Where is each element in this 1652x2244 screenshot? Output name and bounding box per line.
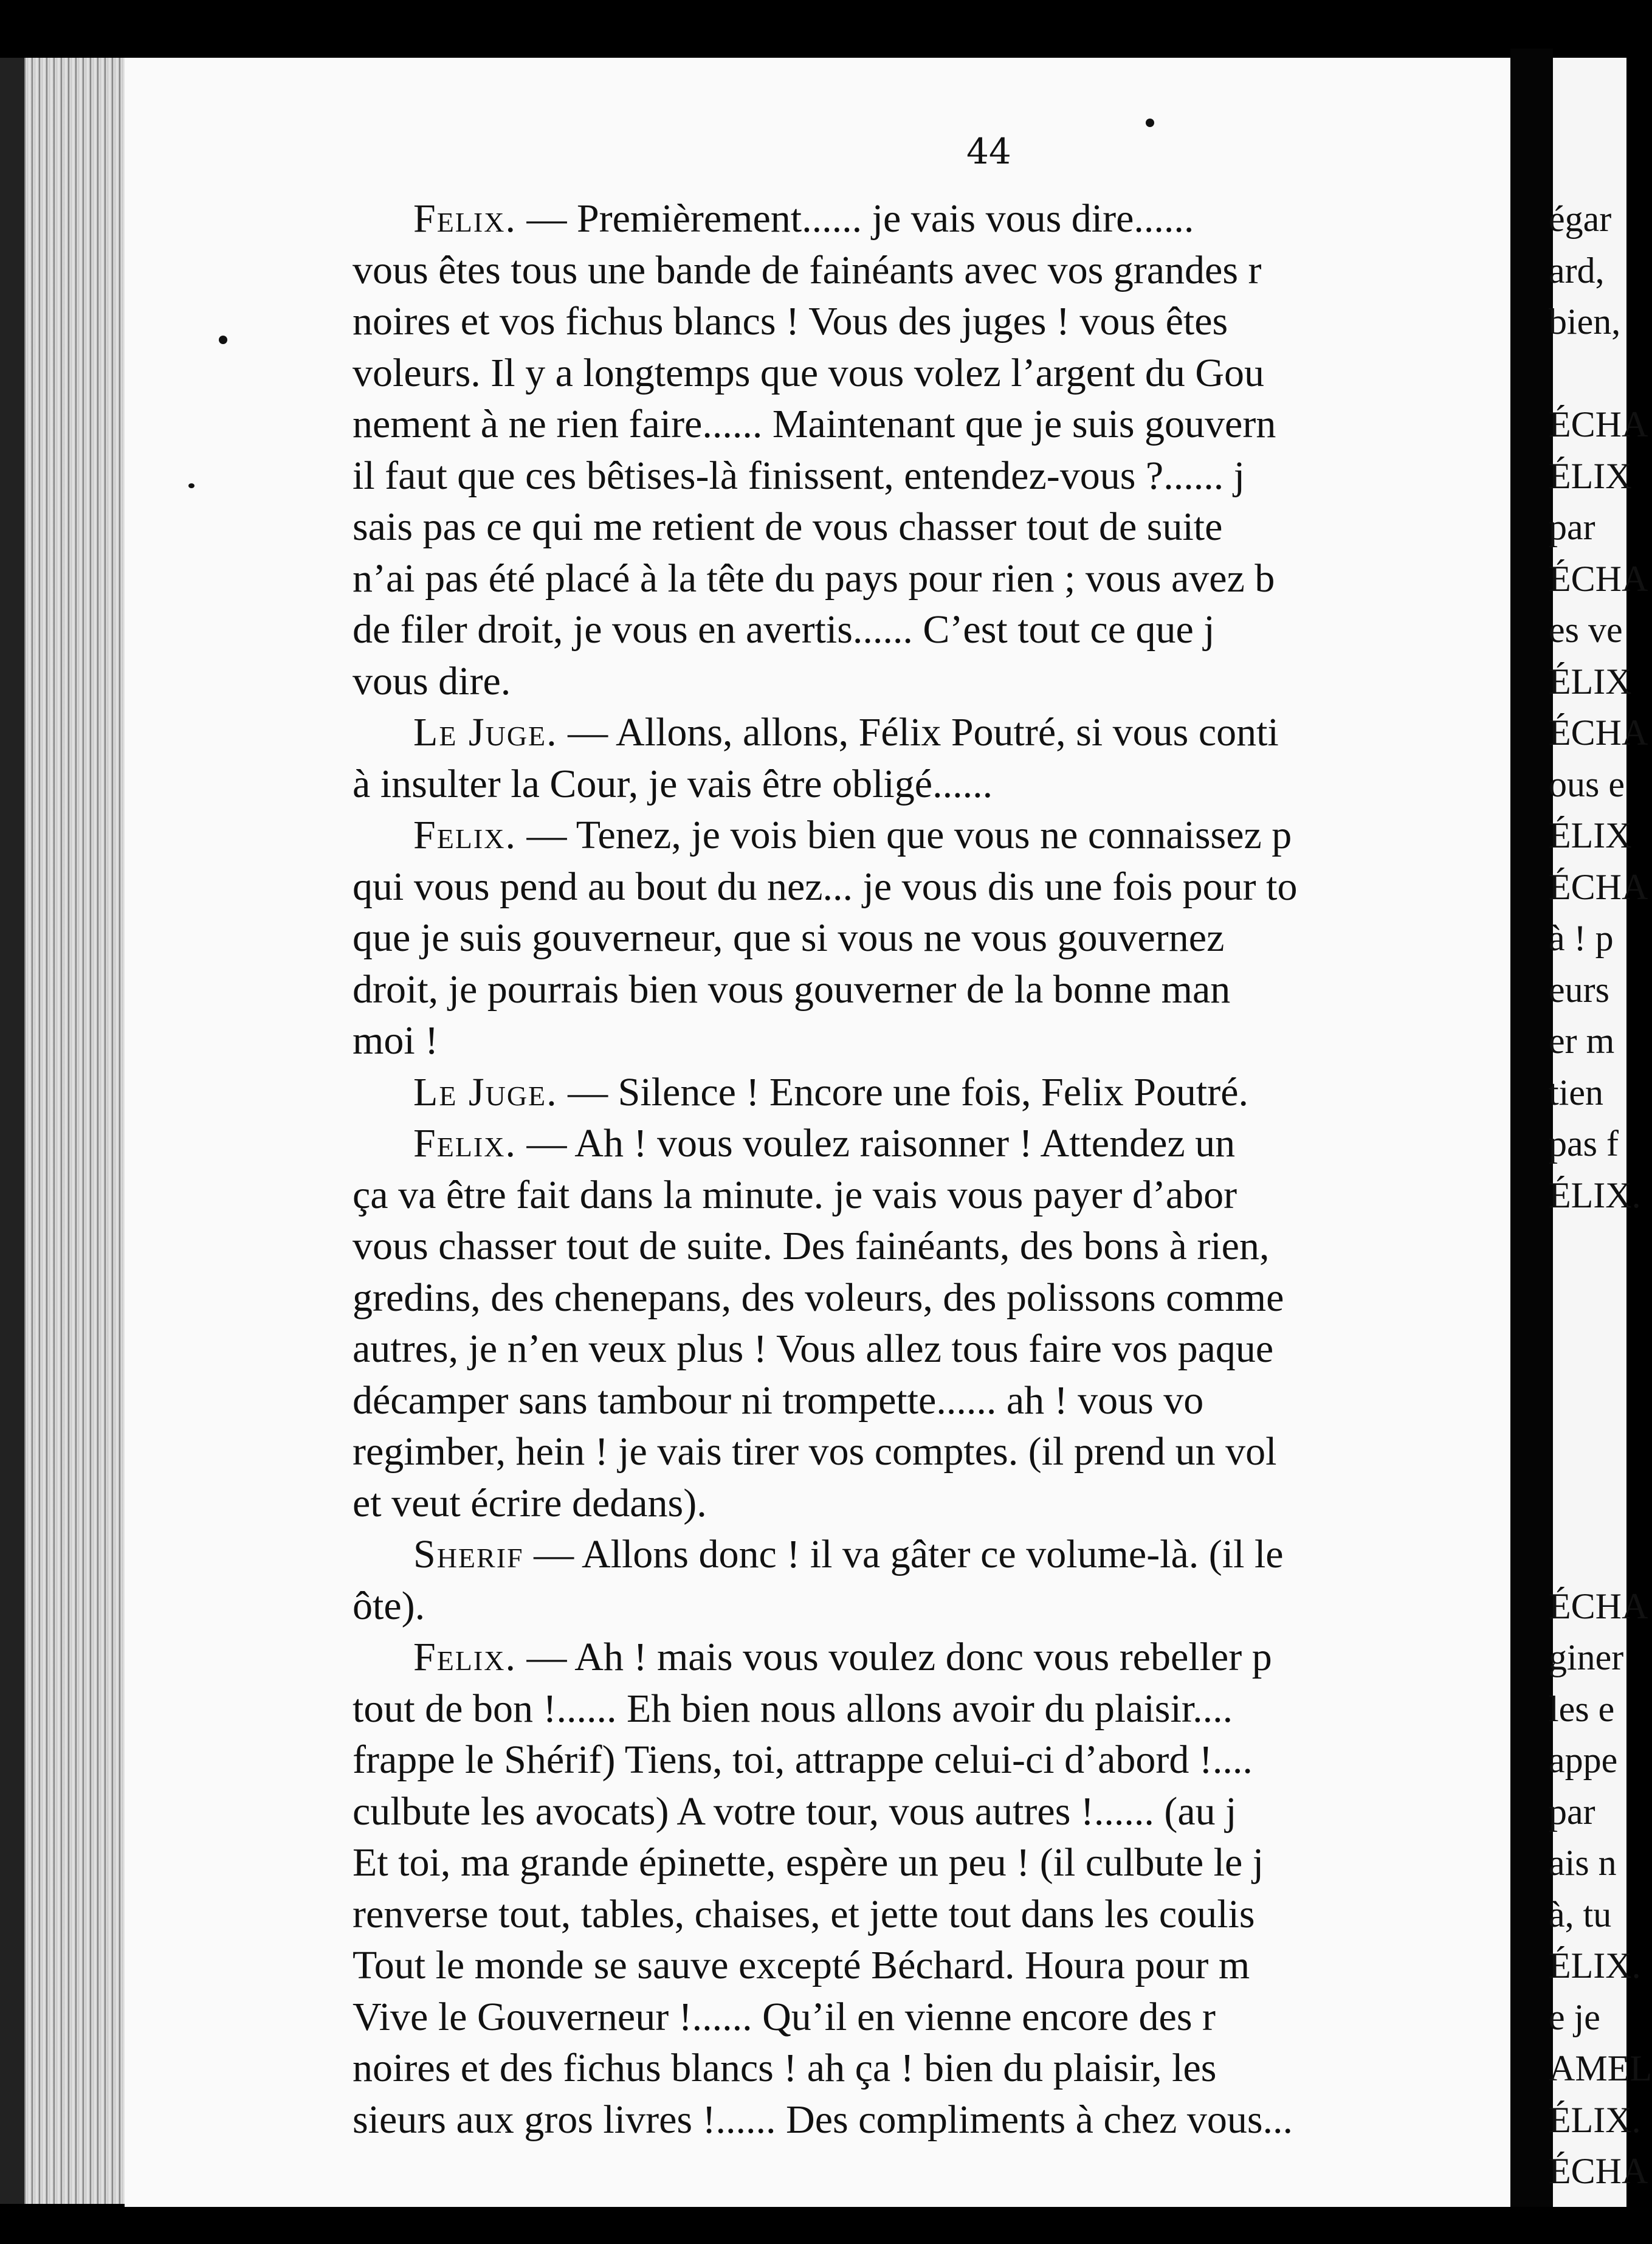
dialogue-line-speaker <box>353 1632 1519 1683</box>
dialogue-line <box>353 1581 1519 1632</box>
speaker-name: Felix. <box>413 813 517 857</box>
dialogue-line <box>353 1015 1519 1067</box>
dialogue-line <box>353 296 1519 348</box>
line-text: frappe le Shérif) Tiens, toi, attrappe celui-ci d’abord !.... <box>353 1738 1253 1782</box>
line-text: gredins, des chenepans, des voleurs, des polissons comme <box>353 1275 1284 1320</box>
facing-page-fragment: ÉCHA <box>1549 713 1648 753</box>
line-text: voleurs. Il y a longtemps que vous volez l’argent du Gou <box>353 350 1264 395</box>
facing-page-fragment: eurs <box>1549 969 1609 1010</box>
dialogue-line <box>353 1375 1519 1427</box>
dialogue-line-speaker <box>353 193 1519 245</box>
dialogue-line <box>353 913 1519 964</box>
facing-page-fragment: ÉCHA <box>1549 866 1648 907</box>
dialogue-line-speaker <box>353 1118 1519 1170</box>
dialogue-line <box>353 1735 1519 1786</box>
line-text: autres, je n’en veux plus ! Vous allez tous faire vos paque <box>353 1327 1274 1371</box>
line-text: vous êtes tous une bande de fainéants avec vos grandes r <box>353 247 1262 292</box>
dialogue-line <box>353 2043 1519 2094</box>
facing-page-fragment <box>1549 1272 1652 1324</box>
facing-page-fragment: giner <box>1549 1637 1624 1677</box>
book-cover-edge <box>0 58 24 2204</box>
dialogue-line-speaker <box>353 810 1519 861</box>
facing-page-fragment: ÉLIX. <box>1549 2099 1641 2140</box>
facing-page-fragment: par <box>1549 507 1595 547</box>
facing-page-fragment <box>1549 1426 1652 1478</box>
line-text: ça va être fait dans la minute. je vais vous payer d’abor <box>353 1172 1237 1217</box>
line-text: à insulter la Cour, je vais être obligé...... <box>353 761 993 806</box>
dialogue-line <box>353 656 1519 708</box>
facing-page-fragment: ard, <box>1549 250 1605 291</box>
line-text: Vive le Gouverneur !...... Qu’il en vienne encore des r <box>353 1994 1216 2039</box>
line-text: — Silence ! Encore une fois, Felix Poutré. <box>557 1069 1249 1114</box>
facing-page-fragment <box>1549 1324 1652 1375</box>
line-text: vous dire. <box>353 658 511 703</box>
facing-page-fragment <box>1549 1478 1652 1530</box>
line-text: moi ! <box>353 1018 439 1063</box>
line-text: que je suis gouverneur, que si vous ne vous gouvernez <box>353 916 1225 960</box>
line-text: droit, je pourrais bien vous gouverner de la bonne man <box>353 967 1231 1012</box>
facing-page-fragment: ÉLIX. <box>1549 1175 1641 1215</box>
page-number: 44 <box>966 131 1011 172</box>
facing-page-fragment: appe <box>1549 1740 1618 1780</box>
line-text: ôte). <box>353 1583 425 1628</box>
line-text: regimber, hein ! je vais tirer vos comptes. (il prend un vol <box>353 1429 1277 1474</box>
facing-page-fragment: égar <box>1549 199 1612 239</box>
dialogue-line <box>353 1478 1519 1530</box>
facing-page-fragment: e je <box>1549 1997 1600 2037</box>
speaker-name: Felix. <box>413 1121 517 1165</box>
facing-page-fragment: AMEL <box>1549 2048 1652 2088</box>
facing-page-fragment: par <box>1549 1791 1595 1832</box>
line-text: renverse tout, tables, chaises, et jette tout dans les coulis <box>353 1891 1255 1936</box>
dialogue-line <box>353 1786 1519 1838</box>
line-text: Et toi, ma grande épinette, espère un peu ! (il culbute le j <box>353 1840 1264 1885</box>
dialogue-line <box>353 2094 1519 2146</box>
line-text: — Ah ! mais vous voulez donc vous rebeller p <box>516 1635 1272 1679</box>
facing-page-fragment: es ve <box>1549 610 1623 650</box>
line-text: vous chasser tout de suite. Des fainéants, des bons à rien, <box>353 1224 1270 1268</box>
line-text: — Premièrement...... je vais vous dire...... <box>516 196 1194 241</box>
dialogue-line <box>353 1426 1519 1478</box>
dialogue-line-speaker <box>353 1529 1519 1581</box>
dialogue-line <box>353 759 1519 810</box>
facing-page-fragment: ais n <box>1549 1843 1617 1883</box>
dialogue-line <box>353 604 1519 656</box>
line-text: décamper sans tambour ni trompette...... ah ! vous vo <box>353 1378 1204 1423</box>
speaker-name: Felix. <box>413 1635 517 1679</box>
dialogue-line <box>353 1940 1519 1992</box>
dialogue-line <box>353 502 1519 553</box>
line-text: n’ai pas été placé à la tête du pays pour rien ; vous avez b <box>353 556 1275 601</box>
facing-page-fragment: bien, <box>1549 302 1621 342</box>
speaker-name: Felix. <box>413 196 517 241</box>
dialogue-line <box>353 1324 1519 1375</box>
line-text: tout de bon !...... Eh bien nous allons avoir du plaisir.... <box>353 1686 1233 1731</box>
facing-page-fragment <box>1549 348 1652 399</box>
dialogue-line <box>353 1170 1519 1221</box>
dialogue-line <box>353 1221 1519 1272</box>
facing-page-fragment: les e <box>1549 1688 1615 1729</box>
speaker-name: Sherif <box>413 1532 524 1576</box>
facing-page-fragment: ÉLIX <box>1549 455 1632 496</box>
dialogue-line-speaker <box>353 707 1519 759</box>
facing-page-text-fragments <box>1549 193 1652 2197</box>
dialogue-line <box>353 1837 1519 1889</box>
scan-bottom-border <box>0 2207 1626 2244</box>
line-text: — Ah ! vous voulez raisonner ! Attendez un <box>516 1121 1236 1165</box>
dialogue-line <box>353 1889 1519 1941</box>
facing-page-fragment: tien <box>1549 1072 1603 1113</box>
line-text: et veut écrire dedans). <box>353 1480 707 1525</box>
speaker-name: Le Juge. <box>413 710 558 754</box>
facing-page-fragment: ÉLIX. <box>1549 1945 1641 1986</box>
line-text: noires et des fichus blancs ! ah ça ! bien du plaisir, les <box>353 2046 1217 2090</box>
facing-page-fragment: ÉLIX <box>1549 661 1632 702</box>
line-text: de filer droit, je vous en avertis...... C’est tout ce que j <box>353 607 1215 652</box>
facing-page-fragment: ÉCHA <box>1549 2151 1648 2191</box>
dialogue-line <box>353 1992 1519 2043</box>
line-text: — Allons donc ! il va gâter ce volume-là. (il le <box>523 1532 1284 1576</box>
facing-page-fragment: pas f <box>1549 1124 1619 1164</box>
dialogue-line <box>353 245 1519 297</box>
line-text: il faut que ces bêtises-là finissent, entendez-vous ?...... j <box>353 453 1245 498</box>
facing-page-fragment: ÉLIX <box>1549 815 1632 855</box>
line-text: nement à ne rien faire...... Maintenant que je suis gouvern <box>353 402 1276 446</box>
ink-speck <box>1146 119 1154 127</box>
dialogue-line-speaker <box>353 1067 1519 1119</box>
facing-page-fragment: er m <box>1549 1021 1615 1061</box>
speaker-name: Le Juge. <box>413 1069 558 1114</box>
dialogue-line <box>353 451 1519 502</box>
facing-page-fragment: à, tu <box>1549 1894 1612 1935</box>
line-text: sieurs aux gros livres !...... Des compliments à chez vous... <box>353 2097 1293 2142</box>
dialogue-line <box>353 861 1519 913</box>
facing-page-fragment <box>1549 1221 1652 1272</box>
dialogue-line <box>353 553 1519 605</box>
facing-page-fragment: ÉCHA <box>1549 404 1648 444</box>
line-text: qui vous pend au bout du nez... je vous dis une fois pour to <box>353 864 1298 909</box>
facing-page-fragment: ÉCHA <box>1549 1586 1648 1626</box>
dialogue-line <box>353 348 1519 399</box>
dialogue-line <box>353 964 1519 1016</box>
ink-speck <box>219 336 227 344</box>
line-text: sais pas ce qui me retient de vous chasser tout de suite <box>353 505 1223 549</box>
facing-page-fragment: à ! p <box>1549 918 1614 958</box>
dialogue-line <box>353 1683 1519 1735</box>
dialogue-line <box>353 1272 1519 1324</box>
facing-page-fragment: ÉCHA <box>1549 558 1648 599</box>
line-text: noires et vos fichus blancs ! Vous des juges ! vous êtes <box>353 299 1228 344</box>
line-text: — Tenez, je vois bien que vous ne connaissez p <box>516 813 1292 857</box>
ink-speck <box>188 483 194 488</box>
line-text: — Allons, allons, Félix Poutré, si vous conti <box>557 710 1279 754</box>
play-dialogue-text <box>353 193 1519 2146</box>
line-text: culbute les avocats) A votre tour, vous autres !...... (au j <box>353 1789 1237 1834</box>
line-text: Tout le monde se sauve excepté Béchard. Houra pour m <box>353 1943 1250 1987</box>
dialogue-line <box>353 399 1519 451</box>
facing-page-fragment <box>1549 1375 1652 1427</box>
facing-page-fragment <box>1549 1529 1652 1581</box>
facing-page-fragment: ous e <box>1549 764 1625 804</box>
